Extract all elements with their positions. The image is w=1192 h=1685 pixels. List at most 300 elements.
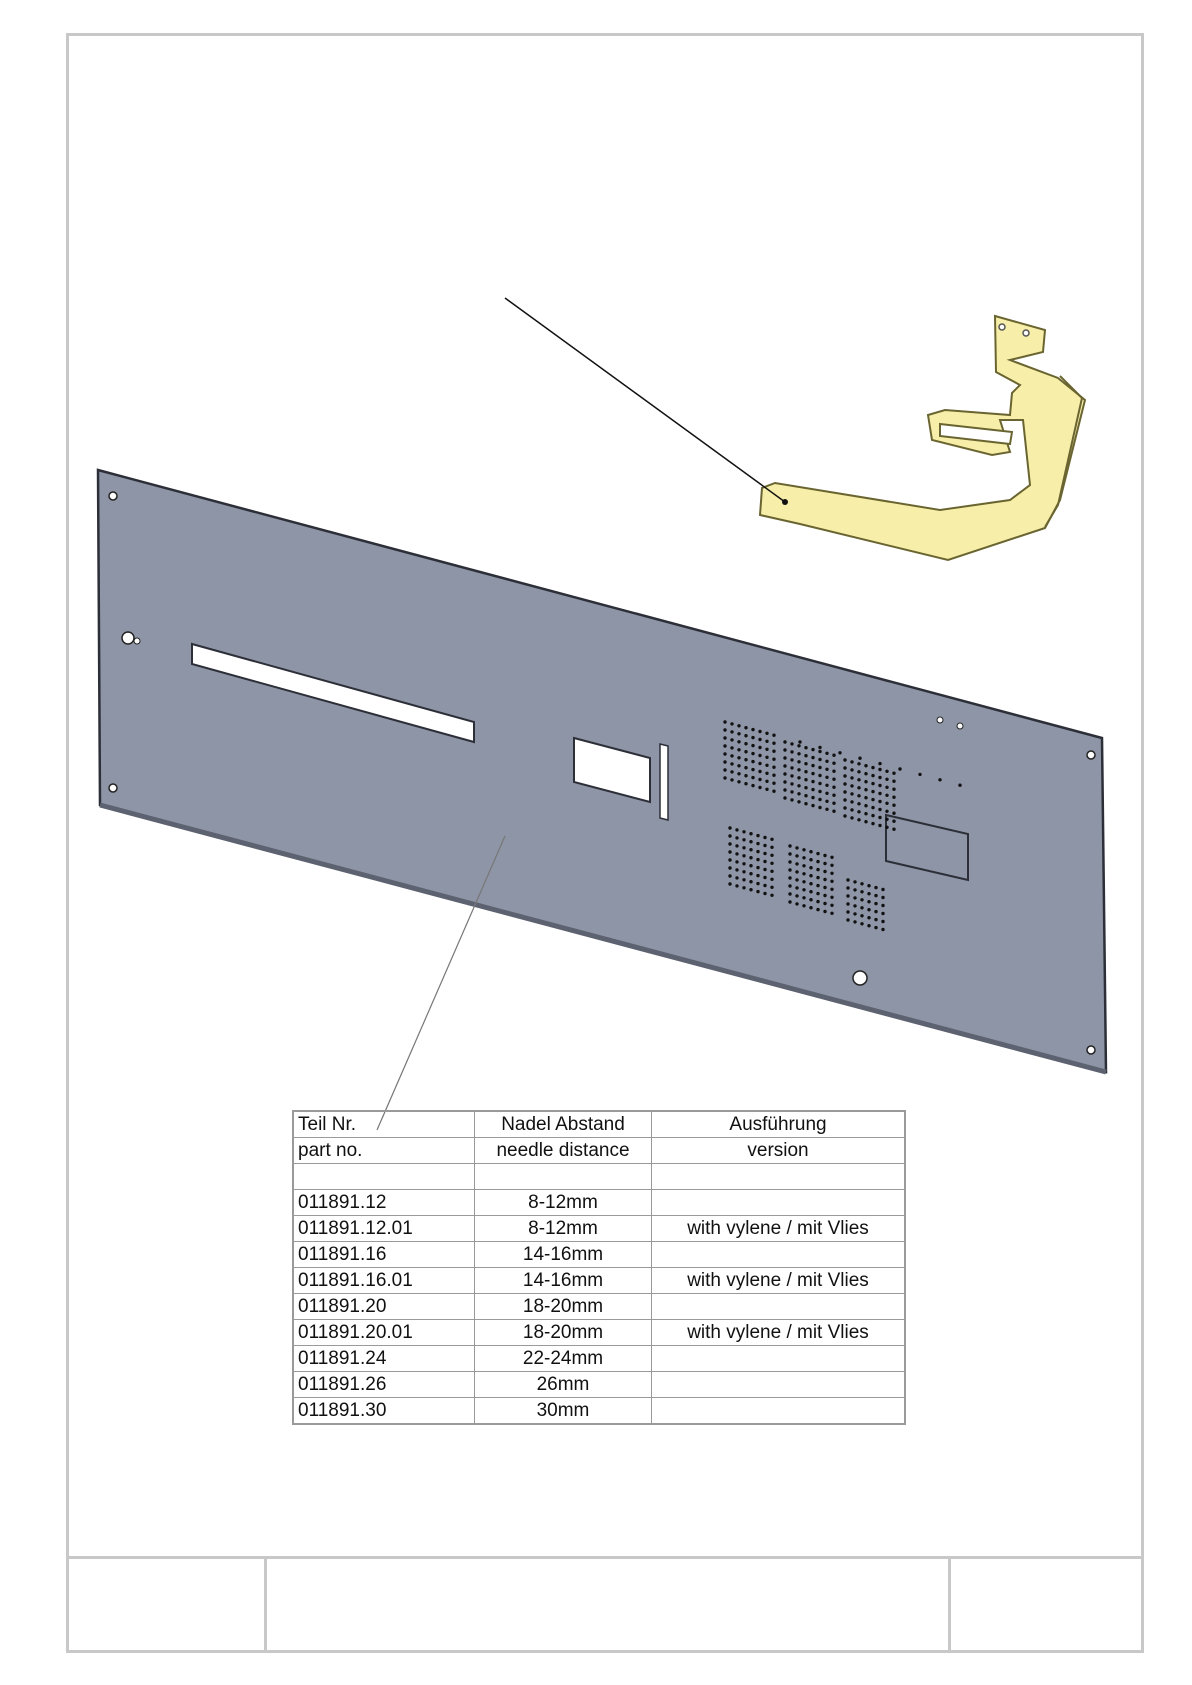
perforation-hole [763, 868, 766, 871]
perforation-hole [797, 752, 800, 755]
perforation-hole [735, 844, 738, 847]
perforation-hole [830, 904, 833, 907]
bracket-leader-line [505, 298, 785, 502]
perforation-hole [811, 788, 814, 791]
perforation-hole [723, 744, 726, 747]
header-version-en: version [652, 1138, 906, 1164]
version-cell: with vylene / mit Vlies [652, 1320, 906, 1346]
needle-distance-cell: 26mm [475, 1372, 652, 1398]
version-cell: with vylene / mit Vlies [652, 1268, 906, 1294]
perforation-hole [832, 794, 835, 797]
perforation-hole [823, 862, 826, 865]
perforation-hole [850, 760, 853, 763]
perforation-hole [857, 770, 860, 773]
perforation-hole [751, 752, 754, 755]
perforation-hole [758, 770, 761, 773]
perforation-hole [795, 846, 798, 849]
perforation-hole [892, 780, 895, 783]
perforation-hole [730, 778, 733, 781]
perforation-hole [797, 776, 800, 779]
perforation-hole [818, 746, 821, 749]
perforation-hole [763, 844, 766, 847]
perforation-hole [772, 742, 775, 745]
perforation-hole [802, 880, 805, 883]
needle-distance-cell: 18-20mm [475, 1320, 652, 1346]
part-no-cell: 011891.20.01 [293, 1320, 475, 1346]
perforation-hole [823, 886, 826, 889]
bracket-part [760, 316, 1085, 560]
perforation-hole [850, 784, 853, 787]
perforation-hole [830, 872, 833, 875]
perforation-hole [816, 868, 819, 871]
perforation-hole [723, 776, 726, 779]
title-block-cell-left [66, 1559, 267, 1653]
perforation-hole [871, 766, 874, 769]
perforation-hole [723, 736, 726, 739]
perforation-hole [857, 802, 860, 805]
perforation-hole [892, 788, 895, 791]
perforation-hole [846, 918, 849, 921]
perforation-hole [765, 740, 768, 743]
perforation-hole [892, 796, 895, 799]
perforation-hole [843, 790, 846, 793]
perforation-hole [892, 812, 895, 815]
perforation-hole [790, 782, 793, 785]
perforation-hole [846, 910, 849, 913]
perforation-hole [756, 874, 759, 877]
perforation-hole [770, 838, 773, 841]
version-cell: with vylene / mit Vlies [652, 1216, 906, 1242]
table-row [293, 1294, 905, 1320]
perforation-hole [730, 746, 733, 749]
perforation-hole [737, 772, 740, 775]
perforation-hole [843, 774, 846, 777]
perforation-hole [846, 886, 849, 889]
perforation-hole [809, 866, 812, 869]
perforation-hole [749, 832, 752, 835]
perforation-hole [751, 744, 754, 747]
perforation-hole [772, 790, 775, 793]
perforation-hole [809, 858, 812, 861]
table-row [293, 1164, 905, 1190]
perforation-hole [878, 776, 881, 779]
perforation-hole [758, 786, 761, 789]
header-version-de: Ausführung [652, 1111, 906, 1138]
needle-distance-cell: 22-24mm [475, 1346, 652, 1372]
perforation-hole [843, 798, 846, 801]
perforation-hole [788, 852, 791, 855]
perforation-hole [853, 904, 856, 907]
perforation-hole [885, 794, 888, 797]
perforation-hole [728, 858, 731, 861]
perforation-hole [864, 780, 867, 783]
perforation-hole [832, 754, 835, 757]
perforation-hole [744, 766, 747, 769]
perforation-hole [797, 784, 800, 787]
perforation-hole [783, 772, 786, 775]
perforation-hole [788, 860, 791, 863]
perforation-hole [756, 858, 759, 861]
perforation-hole [809, 874, 812, 877]
perforation-hole [765, 756, 768, 759]
perforation-hole [802, 864, 805, 867]
perforation-hole [737, 756, 740, 759]
perforation-hole [723, 720, 726, 723]
perforation-hole [735, 836, 738, 839]
perforation-hole [871, 774, 874, 777]
perforation-hole [730, 722, 733, 725]
perforation-hole [735, 828, 738, 831]
part-no-cell: 011891.24 [293, 1346, 475, 1372]
perforation-hole [830, 864, 833, 867]
perforation-hole [772, 758, 775, 761]
perforation-hole [795, 870, 798, 873]
perforation-hole [723, 760, 726, 763]
perforation-hole [772, 750, 775, 753]
needle-distance-cell [475, 1164, 652, 1190]
perforation-hole [788, 876, 791, 879]
perforation-hole [830, 888, 833, 891]
perforation-hole [811, 804, 814, 807]
perforation-hole [804, 770, 807, 773]
perforation-hole [830, 896, 833, 899]
plate-part [98, 470, 1106, 1072]
perforation-hole [885, 802, 888, 805]
perforation-hole [751, 776, 754, 779]
perforation-hole [749, 872, 752, 875]
version-cell [652, 1346, 906, 1372]
perforation-hole [802, 896, 805, 899]
perforation-hole [830, 880, 833, 883]
perforation-hole [742, 846, 745, 849]
perforation-hole [832, 802, 835, 805]
perforation-hole [878, 784, 881, 787]
perforation-hole [857, 778, 860, 781]
perforation-hole [816, 892, 819, 895]
perforation-hole [825, 792, 828, 795]
perforation-hole [730, 730, 733, 733]
perforation-hole [751, 768, 754, 771]
perforation-hole [804, 746, 807, 749]
perforation-hole [723, 768, 726, 771]
perforation-hole [832, 770, 835, 773]
perforation-hole [885, 818, 888, 821]
perforation-hole [881, 912, 884, 915]
perforation-hole [788, 900, 791, 903]
perforation-hole [772, 734, 775, 737]
perforation-hole [811, 772, 814, 775]
perforation-hole [918, 773, 921, 776]
part-no-cell: 011891.26 [293, 1372, 475, 1398]
perforation-hole [730, 762, 733, 765]
perforation-hole [797, 800, 800, 803]
perforation-hole [843, 758, 846, 761]
perforation-hole [846, 878, 849, 881]
perforation-hole [853, 888, 856, 891]
perforation-hole [802, 872, 805, 875]
perforation-hole [802, 888, 805, 891]
perforation-hole [735, 868, 738, 871]
perforation-hole [850, 792, 853, 795]
perforation-hole [728, 826, 731, 829]
perforation-hole [892, 772, 895, 775]
perforation-hole [723, 728, 726, 731]
perforation-hole [871, 814, 874, 817]
needle-distance-cell: 14-16mm [475, 1242, 652, 1268]
perforation-hole [860, 914, 863, 917]
perforation-hole [809, 850, 812, 853]
perforation-hole [809, 882, 812, 885]
perforation-hole [804, 754, 807, 757]
perforation-hole [790, 774, 793, 777]
perforation-hole [864, 804, 867, 807]
perforation-hole [756, 842, 759, 845]
perforation-hole [790, 798, 793, 801]
perforation-hole [765, 780, 768, 783]
perforation-hole [795, 894, 798, 897]
part-no-cell: 011891.16 [293, 1242, 475, 1268]
perforation-hole [804, 786, 807, 789]
perforation-hole [790, 766, 793, 769]
perforation-hole [832, 762, 835, 765]
perforation-hole [804, 794, 807, 797]
perforation-hole [874, 894, 877, 897]
perforation-hole [871, 790, 874, 793]
perforation-hole [756, 834, 759, 837]
perforation-hole [756, 850, 759, 853]
part-no-cell: 011891.12 [293, 1190, 475, 1216]
perforation-hole [749, 848, 752, 851]
perforation-hole [823, 854, 826, 857]
perforation-hole [878, 824, 881, 827]
perforation-hole [737, 748, 740, 751]
perforation-hole [770, 870, 773, 873]
perforation-hole [881, 928, 884, 931]
perforation-hole [728, 842, 731, 845]
perforation-hole [783, 780, 786, 783]
perforation-hole [846, 894, 849, 897]
version-cell [652, 1190, 906, 1216]
perforation-hole [758, 738, 761, 741]
perforation-hole [878, 808, 881, 811]
perforation-hole [857, 794, 860, 797]
perforation-hole [735, 852, 738, 855]
perforation-hole [772, 782, 775, 785]
perforation-hole [811, 756, 814, 759]
perforation-hole [756, 882, 759, 885]
perforation-hole [783, 740, 786, 743]
perforation-hole [864, 820, 867, 823]
perforation-hole [730, 754, 733, 757]
perforation-hole [823, 878, 826, 881]
perforation-hole [843, 806, 846, 809]
perforation-hole [811, 796, 814, 799]
perforation-hole [742, 886, 745, 889]
perforation-hole [765, 788, 768, 791]
perforation-hole [832, 786, 835, 789]
perforation-hole [838, 751, 841, 754]
perforation-hole [758, 746, 761, 749]
perforation-hole [825, 752, 828, 755]
perforation-hole [867, 924, 870, 927]
perforation-hole [860, 898, 863, 901]
perforation-hole [744, 774, 747, 777]
perforation-hole [790, 790, 793, 793]
part-no-cell: 011891.30 [293, 1398, 475, 1425]
perforation-hole [850, 800, 853, 803]
version-cell [652, 1398, 906, 1425]
perforation-hole [737, 780, 740, 783]
perforation-hole [804, 802, 807, 805]
perforation-hole [751, 760, 754, 763]
perforation-hole [770, 862, 773, 865]
perforation-hole [860, 906, 863, 909]
table-row [293, 1242, 905, 1268]
perforation-hole [816, 852, 819, 855]
perforation-hole [772, 766, 775, 769]
perforation-hole [857, 810, 860, 813]
perforation-hole [788, 892, 791, 895]
perforation-hole [749, 880, 752, 883]
perforation-hole [864, 788, 867, 791]
perforation-hole [742, 878, 745, 881]
perforation-hole [867, 908, 870, 911]
perforation-hole [867, 892, 870, 895]
perforation-hole [765, 772, 768, 775]
perforation-hole [802, 848, 805, 851]
perforation-hole [843, 782, 846, 785]
perforation-hole [867, 884, 870, 887]
header-row-de [293, 1111, 905, 1138]
perforation-hole [825, 800, 828, 803]
perforation-hole [763, 860, 766, 863]
perforation-hole [763, 876, 766, 879]
perforation-hole [857, 762, 860, 765]
part-no-cell: 011891.12.01 [293, 1216, 475, 1242]
perforation-hole [843, 766, 846, 769]
perforation-hole [874, 886, 877, 889]
perforation-hole [756, 866, 759, 869]
perforation-hole [728, 874, 731, 877]
perforation-hole [758, 754, 761, 757]
perforation-hole [735, 860, 738, 863]
perforation-hole [864, 764, 867, 767]
perforation-hole [816, 900, 819, 903]
perforation-hole [749, 840, 752, 843]
needle-distance-cell: 14-16mm [475, 1268, 652, 1294]
perforation-hole [770, 878, 773, 881]
perforation-hole [818, 766, 821, 769]
perforation-hole [728, 834, 731, 837]
table-row [293, 1216, 905, 1242]
table-row [293, 1346, 905, 1372]
perforation-hole [850, 776, 853, 779]
perforation-hole [783, 796, 786, 799]
perforation-hole [853, 896, 856, 899]
title-block [66, 1556, 1144, 1653]
perforation-hole [874, 910, 877, 913]
perforation-hole [871, 822, 874, 825]
perforation-hole [744, 782, 747, 785]
perforation-hole [811, 780, 814, 783]
needle-distance-cell: 30mm [475, 1398, 652, 1425]
perforation-hole [751, 728, 754, 731]
perforation-hole [809, 906, 812, 909]
perforation-hole [825, 768, 828, 771]
perforation-hole [737, 732, 740, 735]
perforation-hole [860, 890, 863, 893]
perforation-hole [770, 886, 773, 889]
perforation-hole [832, 778, 835, 781]
perforation-hole [892, 804, 895, 807]
perforation-hole [798, 740, 801, 743]
perforation-hole [804, 762, 807, 765]
perforation-hole [802, 856, 805, 859]
perforation-hole [742, 838, 745, 841]
perforation-hole [790, 750, 793, 753]
perforation-hole [795, 886, 798, 889]
header-needle-distance-en: needle distance [475, 1138, 652, 1164]
perforation-hole [857, 818, 860, 821]
perforation-hole [735, 876, 738, 879]
perforation-hole [730, 738, 733, 741]
perforation-hole [804, 778, 807, 781]
perforation-hole [885, 786, 888, 789]
perforation-hole [878, 800, 881, 803]
perforation-hole [788, 868, 791, 871]
perforation-hole [795, 862, 798, 865]
perforation-hole [874, 902, 877, 905]
perforation-hole [825, 760, 828, 763]
perforation-hole [816, 884, 819, 887]
perforation-hole [864, 796, 867, 799]
part-no-cell [293, 1164, 475, 1190]
perforation-hole [823, 902, 826, 905]
perforation-hole [818, 758, 821, 761]
perforation-hole [818, 782, 821, 785]
perforation-hole [763, 836, 766, 839]
perforation-hole [758, 730, 761, 733]
perforation-hole [723, 752, 726, 755]
perforation-hole [871, 798, 874, 801]
perforation-hole [795, 902, 798, 905]
perforation-hole [878, 816, 881, 819]
perforation-hole [737, 740, 740, 743]
part-no-cell: 011891.20 [293, 1294, 475, 1320]
perforation-hole [850, 808, 853, 811]
perforation-hole [823, 910, 826, 913]
perforation-hole [958, 784, 961, 787]
perforation-hole [744, 742, 747, 745]
perforation-hole [850, 768, 853, 771]
perforation-hole [772, 774, 775, 777]
perforation-hole [885, 810, 888, 813]
perforation-hole [860, 882, 863, 885]
perforation-hole [728, 850, 731, 853]
perforation-hole [758, 778, 761, 781]
perforation-hole [823, 870, 826, 873]
perforation-hole [763, 852, 766, 855]
perforation-hole [742, 862, 745, 865]
perforation-hole [749, 864, 752, 867]
perforation-hole [811, 748, 814, 751]
perforation-hole [938, 778, 941, 781]
perforation-hole [816, 876, 819, 879]
perforation-hole [751, 784, 754, 787]
perforation-hole [850, 816, 853, 819]
perforation-hole [867, 900, 870, 903]
perforation-hole [818, 790, 821, 793]
